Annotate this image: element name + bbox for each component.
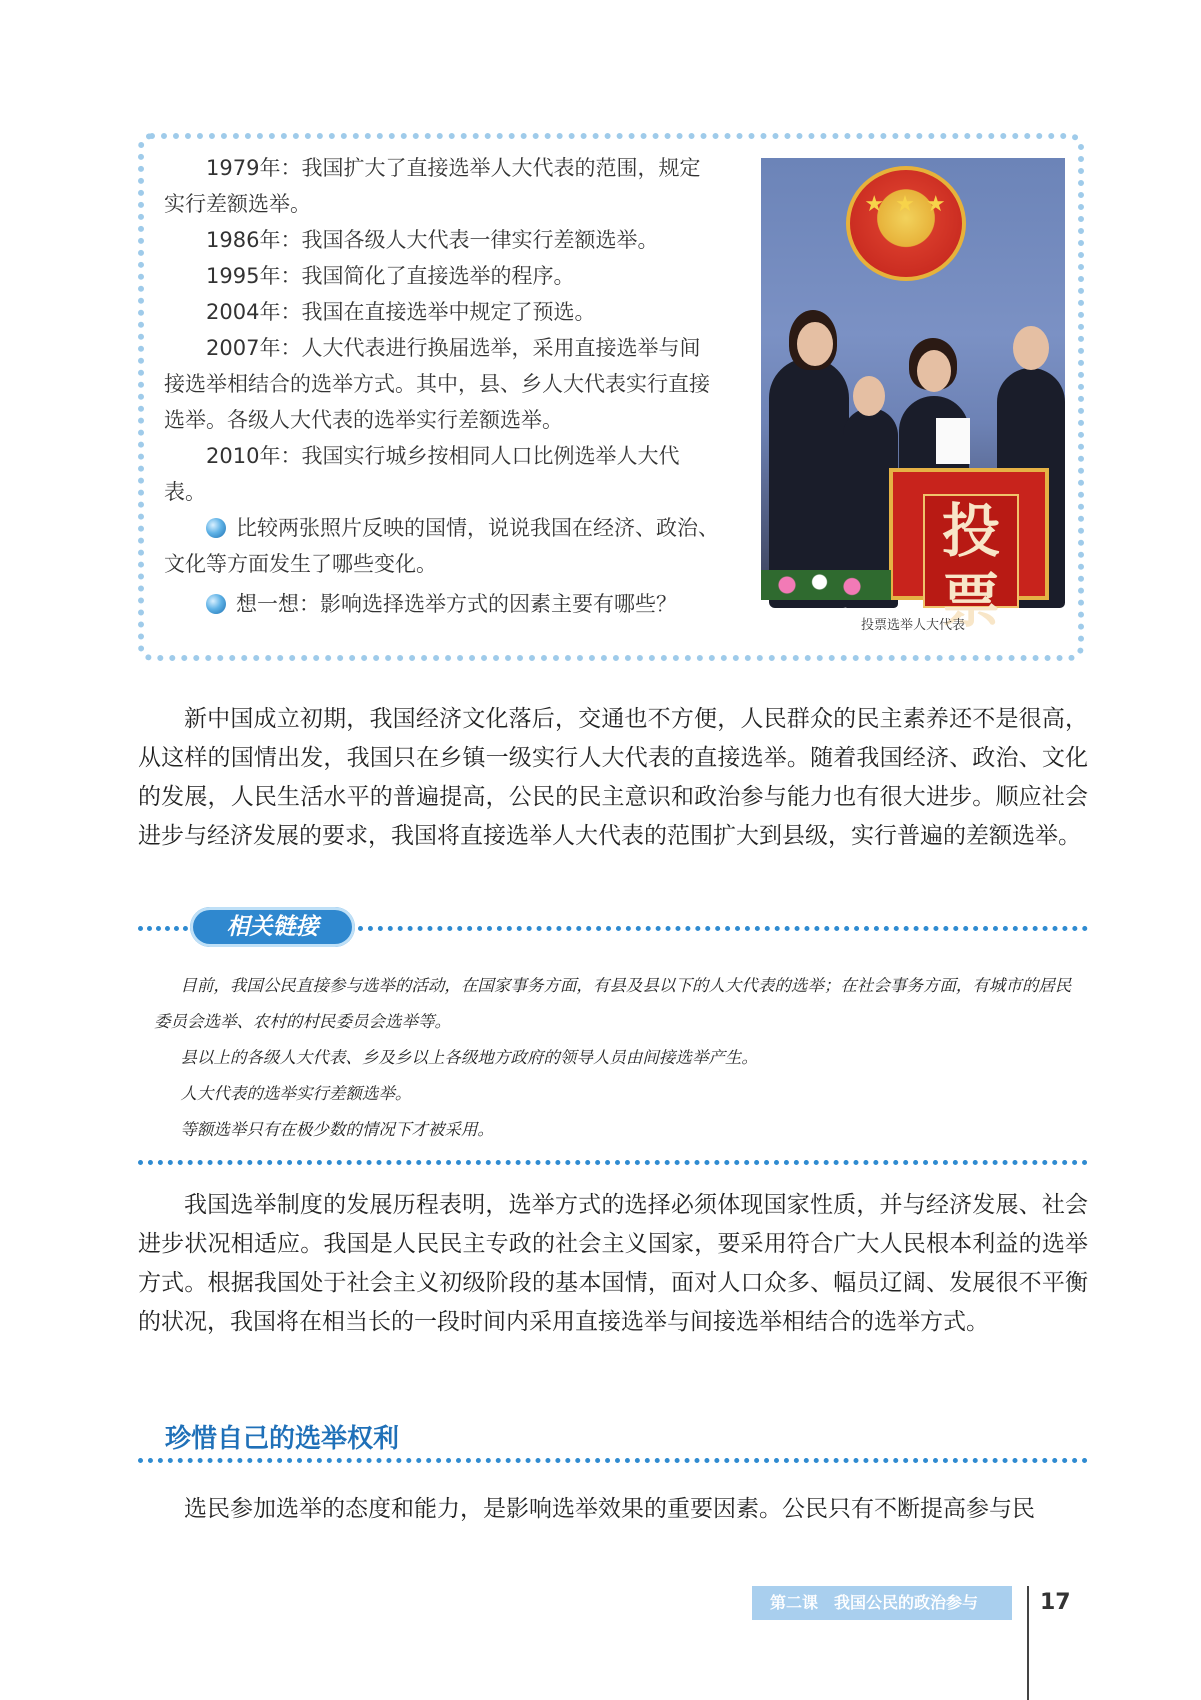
question-2 (164, 586, 720, 622)
footer-divider (1027, 1586, 1029, 1700)
question-1 (164, 510, 720, 582)
timeline-entry-2007: 2007年：人大代表进行换届选举，采用直接选举与间接选举相结合的选举方式。其中，县、乡人大代表实行直接选举。各级人大代表的选举实行差额选举。 (164, 336, 710, 432)
timeline-entry-1986: 1986年：我国各级人大代表一律实行差额选举。 (206, 228, 659, 252)
footer-lesson-title: 我国公民的政治参与 (834, 1593, 979, 1612)
timeline-entry-2004: 2004年：我国在直接选举中规定了预选。 (206, 300, 596, 324)
related-link-line: 人大代表的选举实行差额选举。 (180, 1084, 412, 1103)
related-link-text (154, 968, 1084, 1148)
related-link-line: 目前，我国公民直接参与选举的活动，在国家事务方面，有县及县以下的人大代表的选举；在社会事务方面，有城市的居民委员会选举、农村的村民委员会选举等。 (154, 976, 1072, 1031)
divider-dots (358, 926, 1088, 931)
related-link-line: 县以上的各级人大代表、乡及乡以上各级地方政府的领导人员由间接选举产生。 (180, 1048, 758, 1067)
ballot-paper (936, 418, 970, 464)
national-emblem-icon: ★ ★ ★ (846, 166, 966, 281)
question-1-text: 比较两张照片反映的国情，说说我国在经济、政治、文化等方面发生了哪些变化。 (164, 516, 719, 576)
flower-decoration (761, 570, 891, 600)
divider-dots (138, 1160, 1088, 1165)
question-bullet-icon (206, 594, 226, 614)
page-number: 17 (1040, 1590, 1071, 1615)
paragraph-2-text: 我国选举制度的发展历程表明，选举方式的选择必须体现国家性质，并与经济发展、社会进步状况相适应。我国是人民民主专政的社会主义国家，要采用符合广大人民根本利益的选举方式。根据我国处于社会主义初级阶段的基本国情，面对人口众多、幅员辽阔、发展很不平衡的状况，我国将在相当长的一段时间内采用直接选举与间接选举相结合的选举方式。 (138, 1192, 1088, 1335)
timeline-entry-1995: 1995年：我国简化了直接选举的程序。 (206, 264, 575, 288)
paragraph-3-text: 选民参加选举的态度和能力，是影响选举效果的重要因素。公民只有不断提高参与民 (184, 1496, 1035, 1522)
related-link-tab: 相关链接 (190, 907, 355, 947)
question-bullet-icon (206, 518, 226, 538)
timeline-text (164, 150, 720, 622)
timeline-entry-2010: 2010年：我国实行城乡按相同人口比例选举人大代表。 (164, 444, 680, 504)
paragraph-3 (138, 1490, 1088, 1529)
paragraph-1-text: 新中国成立初期，我国经济文化落后，交通也不方便，人民群众的民主素养还不是很高，从这样的国情出发，我国只在乡镇一级实行人大代表的直接选举。随着我国经济、政治、文化的发展，人民生活水平的普遍提高，公民的民主意识和政治参与能力也有很大进步。顺应社会进步与经济发展的要求，我国将直接选举人大代表的范围扩大到县级，实行普遍的差额选举。 (138, 706, 1088, 849)
related-link-line: 等额选举只有在极少数的情况下才被采用。 (180, 1120, 494, 1139)
question-2-text: 想一想：影响选择选举方式的因素主要有哪些？ (236, 592, 677, 616)
divider-dots (138, 1458, 1088, 1463)
person-face (853, 376, 885, 416)
photo-caption: 投票选举人大代表 (860, 618, 965, 633)
person-face (797, 322, 833, 366)
person-face (917, 350, 951, 392)
section-title: 珍惜自己的选举权利 (165, 1424, 400, 1454)
paragraph-1 (138, 700, 1088, 856)
ballot-box-label: 投票 (923, 494, 1019, 608)
footer-lesson-bar (752, 1586, 1012, 1620)
timeline-entry-1979: 1979年：我国扩大了直接选举人大代表的范围，规定实行差额选举。 (164, 156, 701, 216)
person-face (1013, 326, 1049, 370)
footer-lesson: 第二课 (770, 1593, 819, 1612)
divider-dots (138, 926, 188, 931)
paragraph-2 (138, 1186, 1088, 1342)
